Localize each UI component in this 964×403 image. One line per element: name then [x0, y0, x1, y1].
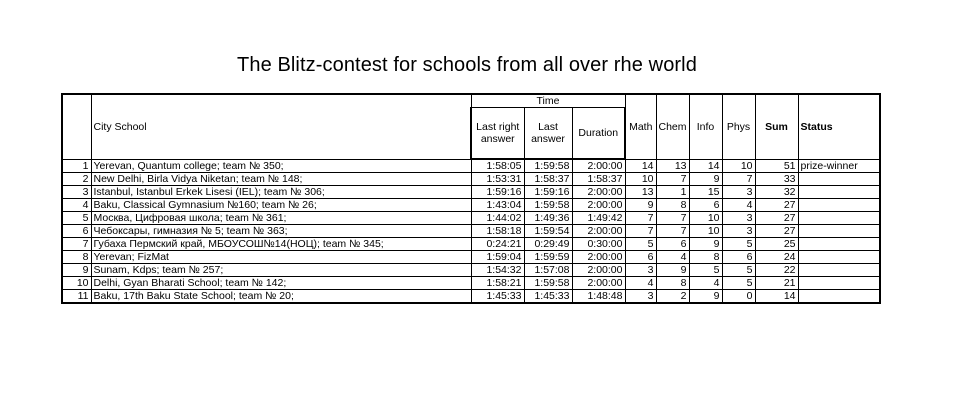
status-cell	[798, 290, 880, 304]
last-answer-cell: 1:58:37	[524, 173, 572, 186]
school-cell: Москва, Цифровая школа; team № 361;	[91, 212, 471, 225]
duration-cell: 2:00:00	[572, 251, 625, 264]
school-cell: Yerevan, Quantum college; team № 350;	[91, 159, 471, 173]
rank-cell: 1	[62, 159, 91, 173]
chem-score-cell: 7	[656, 173, 689, 186]
duration-cell: 2:00:00	[572, 225, 625, 238]
last-answer-cell: 1:59:58	[524, 277, 572, 290]
rank-cell: 5	[62, 212, 91, 225]
table-row	[62, 277, 880, 290]
last-right-answer-cell: 1:45:33	[471, 290, 524, 304]
chem-score-cell: 7	[656, 225, 689, 238]
header-last-right-answer	[471, 108, 524, 160]
status-cell	[798, 173, 880, 186]
info-score-cell: 10	[689, 212, 722, 225]
last-right-answer-cell: 1:58:21	[471, 277, 524, 290]
last-answer-cell: 1:59:54	[524, 225, 572, 238]
header-rank	[62, 94, 91, 159]
header-time: Time	[471, 94, 625, 108]
header-info: Info	[689, 94, 722, 159]
phys-score-cell: 3	[722, 212, 755, 225]
chem-score-cell: 1	[656, 186, 689, 199]
header-sum: Sum	[755, 94, 798, 159]
duration-cell: 1:58:37	[572, 173, 625, 186]
info-score-cell: 15	[689, 186, 722, 199]
status-cell	[798, 199, 880, 212]
rank-cell: 7	[62, 238, 91, 251]
last-right-answer-cell: 1:53:31	[471, 173, 524, 186]
chem-score-cell: 2	[656, 290, 689, 304]
school-cell: Sunam, Kdps; team № 257;	[91, 264, 471, 277]
sum-cell: 51	[755, 159, 798, 173]
header-last-right-line2: answer	[480, 133, 515, 145]
sum-cell: 27	[755, 199, 798, 212]
table-row	[62, 290, 880, 304]
phys-score-cell: 4	[722, 199, 755, 212]
results-body	[62, 159, 880, 303]
rank-cell: 2	[62, 173, 91, 186]
status-cell: prize-winner	[798, 159, 880, 173]
last-right-answer-cell: 1:44:02	[471, 212, 524, 225]
chem-score-cell: 9	[656, 264, 689, 277]
table-row	[62, 159, 880, 173]
info-score-cell: 9	[689, 238, 722, 251]
status-cell	[798, 238, 880, 251]
last-answer-cell: 1:59:16	[524, 186, 572, 199]
duration-cell: 1:49:42	[572, 212, 625, 225]
chem-score-cell: 8	[656, 277, 689, 290]
rank-cell: 8	[62, 251, 91, 264]
header-phys: Phys	[722, 94, 755, 159]
info-score-cell: 8	[689, 251, 722, 264]
school-cell: Губаха Пермский край, МБОУСОШ№14(НОЦ); team № 345;	[91, 238, 471, 251]
status-cell	[798, 212, 880, 225]
phys-score-cell: 7	[722, 173, 755, 186]
sum-cell: 22	[755, 264, 798, 277]
school-cell: Baku, 17th Baku State School; team № 20;	[91, 290, 471, 304]
phys-score-cell: 5	[722, 238, 755, 251]
phys-score-cell: 5	[722, 264, 755, 277]
header-chem: Chem	[656, 94, 689, 159]
header-duration: Duration	[572, 108, 625, 160]
rank-cell: 6	[62, 225, 91, 238]
math-score-cell: 6	[625, 251, 656, 264]
phys-score-cell: 6	[722, 251, 755, 264]
phys-score-cell: 3	[722, 186, 755, 199]
info-score-cell: 9	[689, 290, 722, 304]
rank-cell: 3	[62, 186, 91, 199]
last-right-answer-cell: 1:59:04	[471, 251, 524, 264]
results-table	[61, 93, 881, 304]
table-row	[62, 199, 880, 212]
duration-cell: 2:00:00	[572, 264, 625, 277]
math-score-cell: 7	[625, 212, 656, 225]
sum-cell: 32	[755, 186, 798, 199]
status-cell	[798, 251, 880, 264]
header-row-top	[62, 94, 880, 108]
chem-score-cell: 8	[656, 199, 689, 212]
chem-score-cell: 6	[656, 238, 689, 251]
status-cell	[798, 277, 880, 290]
table-row	[62, 212, 880, 225]
phys-score-cell: 10	[722, 159, 755, 173]
math-score-cell: 13	[625, 186, 656, 199]
table-row	[62, 186, 880, 199]
chem-score-cell: 7	[656, 212, 689, 225]
chem-score-cell: 4	[656, 251, 689, 264]
table-row	[62, 251, 880, 264]
duration-cell: 2:00:00	[572, 199, 625, 212]
status-cell	[798, 186, 880, 199]
rank-cell: 4	[62, 199, 91, 212]
sum-cell: 27	[755, 225, 798, 238]
table-row	[62, 173, 880, 186]
school-cell: Чебоксары, гимназия № 5; team № 363;	[91, 225, 471, 238]
last-answer-cell: 1:49:36	[524, 212, 572, 225]
last-right-answer-cell: 0:24:21	[471, 238, 524, 251]
page-title: The Blitz-contest for schools from all over rhe world	[237, 54, 697, 76]
math-score-cell: 10	[625, 173, 656, 186]
math-score-cell: 7	[625, 225, 656, 238]
school-cell: Yerevan; FizMat	[91, 251, 471, 264]
sum-cell: 21	[755, 277, 798, 290]
status-cell	[798, 225, 880, 238]
last-answer-cell: 0:29:49	[524, 238, 572, 251]
header-last-line1: Last	[538, 121, 558, 133]
math-score-cell: 5	[625, 238, 656, 251]
school-cell: Istanbul, Istanbul Erkek Lisesi (IEL); team № 306;	[91, 186, 471, 199]
math-score-cell: 14	[625, 159, 656, 173]
header-last-right-line1: Last right	[476, 121, 520, 133]
math-score-cell: 3	[625, 290, 656, 304]
last-answer-cell: 1:45:33	[524, 290, 572, 304]
phys-score-cell: 0	[722, 290, 755, 304]
table-row	[62, 238, 880, 251]
status-cell	[798, 264, 880, 277]
last-answer-cell: 1:57:08	[524, 264, 572, 277]
info-score-cell: 5	[689, 264, 722, 277]
last-right-answer-cell: 1:54:32	[471, 264, 524, 277]
sum-cell: 27	[755, 212, 798, 225]
math-score-cell: 4	[625, 277, 656, 290]
table-row	[62, 225, 880, 238]
info-score-cell: 14	[689, 159, 722, 173]
last-right-answer-cell: 1:59:16	[471, 186, 524, 199]
header-math: Math	[625, 94, 656, 159]
header-last-line2: answer	[531, 133, 565, 145]
last-answer-cell: 1:59:59	[524, 251, 572, 264]
info-score-cell: 4	[689, 277, 722, 290]
math-score-cell: 9	[625, 199, 656, 212]
duration-cell: 1:48:48	[572, 290, 625, 304]
duration-cell: 2:00:00	[572, 159, 625, 173]
math-score-cell: 3	[625, 264, 656, 277]
duration-cell: 2:00:00	[572, 186, 625, 199]
rank-cell: 9	[62, 264, 91, 277]
rank-cell: 10	[62, 277, 91, 290]
sum-cell: 33	[755, 173, 798, 186]
last-right-answer-cell: 1:58:05	[471, 159, 524, 173]
last-right-answer-cell: 1:43:04	[471, 199, 524, 212]
rank-cell: 11	[62, 290, 91, 304]
last-answer-cell: 1:59:58	[524, 159, 572, 173]
last-right-answer-cell: 1:58:18	[471, 225, 524, 238]
school-cell: Baku, Classical Gymnasium №160; team № 26;	[91, 199, 471, 212]
sum-cell: 14	[755, 290, 798, 304]
info-score-cell: 6	[689, 199, 722, 212]
phys-score-cell: 5	[722, 277, 755, 290]
header-status: Status	[798, 94, 880, 159]
table-row	[62, 264, 880, 277]
sum-cell: 24	[755, 251, 798, 264]
last-answer-cell: 1:59:58	[524, 199, 572, 212]
school-cell: New Delhi, Birla Vidya Niketan; team № 148;	[91, 173, 471, 186]
header-city-school: City School	[91, 94, 471, 159]
duration-cell: 0:30:00	[572, 238, 625, 251]
phys-score-cell: 3	[722, 225, 755, 238]
info-score-cell: 10	[689, 225, 722, 238]
info-score-cell: 9	[689, 173, 722, 186]
school-cell: Delhi, Gyan Bharati School; team № 142;	[91, 277, 471, 290]
chem-score-cell: 13	[656, 159, 689, 173]
duration-cell: 2:00:00	[572, 277, 625, 290]
sum-cell: 25	[755, 238, 798, 251]
header-last-answer	[524, 108, 572, 160]
